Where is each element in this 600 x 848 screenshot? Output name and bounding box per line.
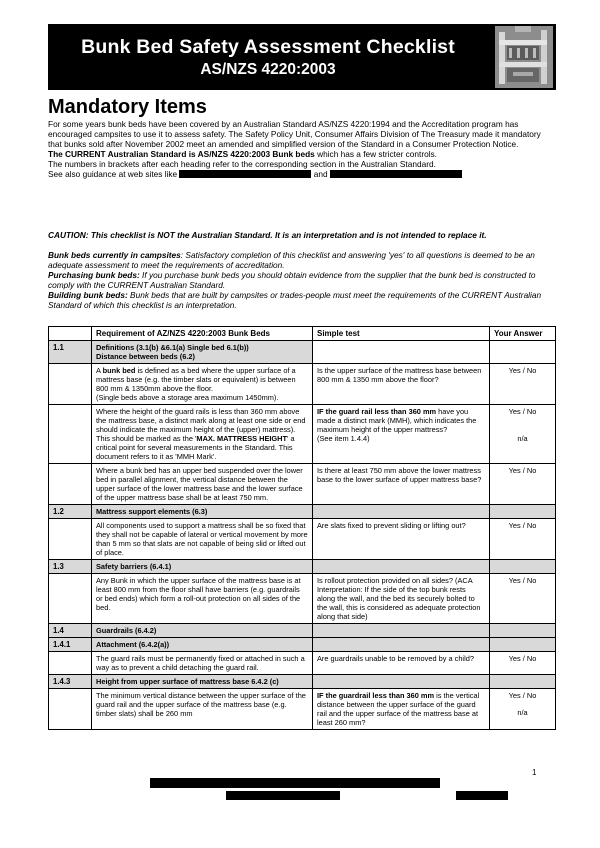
table-row [49,519,556,560]
empty-cell [490,675,556,689]
table-row [49,689,556,730]
empty-cell [313,341,490,364]
table-row [49,405,556,464]
intro-paragraph: For some years bunk beds have been covered by an Australian Standard AS/NZS 4220:1994 and the Accreditation program has encouraged campsites to use it to assess safety. The Safety Policy Unit, Consumer Affairs Division of The Treasury made it mandatory that bunks sold after November 2002 meet an amended and simplified version of the Standard in a Consumer Protection Notice. [48,119,541,150]
table-header-row [49,327,556,341]
answer-cell[interactable]: Yes / No [490,574,556,624]
note-building [48,290,556,310]
answer-na[interactable]: n/a [517,708,528,717]
test-text: have you made a distinct mark (MMH), which indicates the maximum height of the upper mattress? [317,407,477,434]
redacted-footer-line-1 [150,778,440,788]
section-number: 1.2 [49,505,92,519]
answer-cell[interactable]: Yes / No [490,519,556,560]
req-text: Where the height of the guard rails is less than 360 mm above the mattress base, a distinct mark along at least one side or end should indicate the maximum height of the (upper) mattress). [96,407,306,434]
section-title-cell: Mattress support elements (6.3) [92,505,313,519]
section-row-1-1 [49,341,556,364]
redacted-link-1 [179,170,311,178]
intro-brackets-note: The numbers in brackets after each heading refer to the corresponding section in the Australian Standard. [48,159,436,170]
empty-cell [313,624,490,638]
empty-cell [490,341,556,364]
section-number: 1.4 [49,624,92,638]
empty-cell [49,519,92,560]
header-number-cell [49,327,92,341]
requirement-cell [92,405,313,464]
req-bold: bunk bed [102,366,136,375]
note-current-bunks [48,250,556,270]
empty-cell [490,560,556,574]
section-title: Mandatory Items [48,96,207,118]
simple-test-cell: Are slats fixed to prevent sliding or lifting out? [313,519,490,560]
requirement-cell: Any Bunk in which the upper surface of the mattress base is at least 800 mm from the floor shall have barriers (e.g. guardrails or bed ends) which form a roll-out protection on all sides of the bed. [92,574,313,624]
note-text: Bunk beds that are built by campsites or trades-people must meet the requirements of the CURRENT Australian Standard of which this checklist is an interpretation. [48,290,542,311]
simple-test-cell: Is rollout protection provided on all sides? (ACA Interpretation: If the side of the top bunk rests along the wall, and the bed its securely bolted to the wall, this is considered as adequate protection along that side) [313,574,490,624]
section-number: 1.3 [49,560,92,574]
table-row [49,364,556,405]
empty-cell [490,505,556,519]
test-bold: IF the guardrail less than 360 mm [317,691,435,700]
answer-cell[interactable] [490,689,556,730]
header-your-answer: Your Answer [490,327,556,341]
section-row-1-4-1 [49,638,556,652]
note-text: If you purchase bunk beds you should obtain evidence from the supplier that the bunk bed is constructed to comply with the CURRENT Australian Standard. [48,270,536,291]
intro-websites [48,169,556,179]
checklist-table [48,326,556,730]
empty-cell [49,652,92,675]
requirement-cell [92,364,313,405]
section-row-1-4 [49,624,556,638]
simple-test-cell: Are guardrails unable to be removed by a child? [313,652,490,675]
simple-test-cell: Is there at least 750 mm above the lower mattress base to the lower surface of upper mattress base? [313,464,490,505]
answer-cell[interactable]: Yes / No [490,652,556,675]
answer-cell[interactable]: Yes / No [490,364,556,405]
req-bold: MAX. MATTRESS HEIGHT [196,434,288,443]
answer-cell[interactable] [490,405,556,464]
usage-notes [48,250,556,311]
document-title: Bunk Bed Safety Assessment Checklist [81,36,455,58]
redacted-link-2 [330,170,462,178]
section-title-cell: Attachment (6.4.2(a)) [92,638,313,652]
req-text: ' a critical point for several measurements in the Standard. This document refers to it as 'MMH Mark'. [96,434,295,461]
requirement-cell: Where a bunk bed has an upper bed suspended over the lower bed in parallel alignment, the vertical distance between the upper surface of the lower mattress base and the lower surface of the upper mattress base shall be at least 750 mm. [92,464,313,505]
test-text: is the vertical distance between the upper surface of the guard rail and the upper surface of the mattress base at least 260 mm? [317,691,480,727]
section-number: 1.4.3 [49,675,92,689]
empty-cell [490,638,556,652]
answer-na[interactable]: n/a [517,434,528,443]
requirement-cell: All components used to support a mattress shall be so fixed that they shall not be capable of lateral or vertical movement by more than 5 mm so that slats are not capable of being slid or lifted out of place. [92,519,313,560]
header-requirement: Requirement of AZ/NZS 4220:2003 Bunk Beds [92,327,313,341]
bunk-bed-photo [495,26,553,88]
table-row [49,464,556,505]
section-title-line: Distance between beds (6.2) [96,352,195,361]
answer-yes-no[interactable]: Yes / No [508,691,537,700]
empty-cell [313,638,490,652]
simple-test-cell [313,405,490,464]
redacted-footer-line-3 [456,791,508,800]
page [48,24,556,727]
section-title-cell: Safety barriers (6.4.1) [92,560,313,574]
websites-lead: See also guidance at web sites like [48,169,178,180]
header-simple-test: Simple test [313,327,490,341]
test-bold: IF the guard rail less than 360 mm [317,407,437,416]
req-text: This should be marked as the ' [96,434,197,443]
simple-test-cell: Is the upper surface of the mattress base between 800 mm & 1350 mm above the floor? [313,364,490,405]
section-row-1-2 [49,505,556,519]
empty-cell [49,364,92,405]
requirement-cell: The guard rails must be permanently fixed or attached in such a way as to prevent a child detaching the guard rail. [92,652,313,675]
empty-cell [313,560,490,574]
intro-text [48,119,556,180]
title-banner [48,24,556,90]
current-standard-rest: which has a few stricter controls. [314,149,437,160]
test-text: (See item 1.4.4) [317,434,370,443]
req-text: is defined as a bed where the upper surface of a mattress base (e.g. the timber slats or equivalent) is between 800 mm & 1350mm above the floor. [96,366,296,393]
standard-number: AS/NZS 4220:2003 [200,61,336,78]
empty-cell [49,405,92,464]
empty-cell [313,675,490,689]
req-text: (Single beds above a storage area maximum 1450mm). [96,393,279,402]
section-title-cell: Height from upper surface of mattress base 6.4.2 (c) [92,675,313,689]
section-title-cell [92,341,313,364]
note-label: Purchasing bunk beds: [48,270,140,281]
section-title-cell: Guardrails (6.4.2) [92,624,313,638]
websites-and: and [313,169,328,180]
spacer [494,416,551,434]
empty-cell [49,464,92,505]
intro-current-standard [48,149,556,159]
answer-cell[interactable]: Yes / No [490,464,556,505]
empty-cell [49,689,92,730]
page-number: 1 [532,768,537,777]
redacted-footer-line-2 [226,791,340,800]
section-number: 1.1 [49,341,92,364]
section-row-1-3 [49,560,556,574]
caution-note: CAUTION: This checklist is NOT the Australian Standard. It is an interpretation and is not intended to replace it. [48,230,487,240]
current-standard-bold: The CURRENT Australian Standard is AS/NZS 4220:2003 Bunk beds [48,149,315,160]
table-row [49,574,556,624]
empty-cell [313,505,490,519]
req-text: A [96,366,103,375]
section-title-line: Definitions (3.1(b) &6.1(a) Single bed 6.1(b)) [96,343,249,352]
empty-cell [490,624,556,638]
note-label: Building bunk beds: [48,290,128,301]
note-purchasing [48,270,556,290]
note-label: Bunk beds currently in campsites [48,250,181,260]
spacer [494,700,551,708]
note-text: : Satisfactory completion of this checklist and answering 'yes' to all questions is deemed to be an adequate assessment to meet the requirements of accreditation. [48,250,535,271]
simple-test-cell [313,689,490,730]
requirement-cell: The minimum vertical distance between the upper surface of the guard rail and the upper surface of the mattress base (e.g. timber slats) shall be 260 mm [92,689,313,730]
section-row-1-4-3 [49,675,556,689]
section-number: 1.4.1 [49,638,92,652]
table-row [49,652,556,675]
empty-cell [49,574,92,624]
answer-yes-no[interactable]: Yes / No [508,407,537,416]
